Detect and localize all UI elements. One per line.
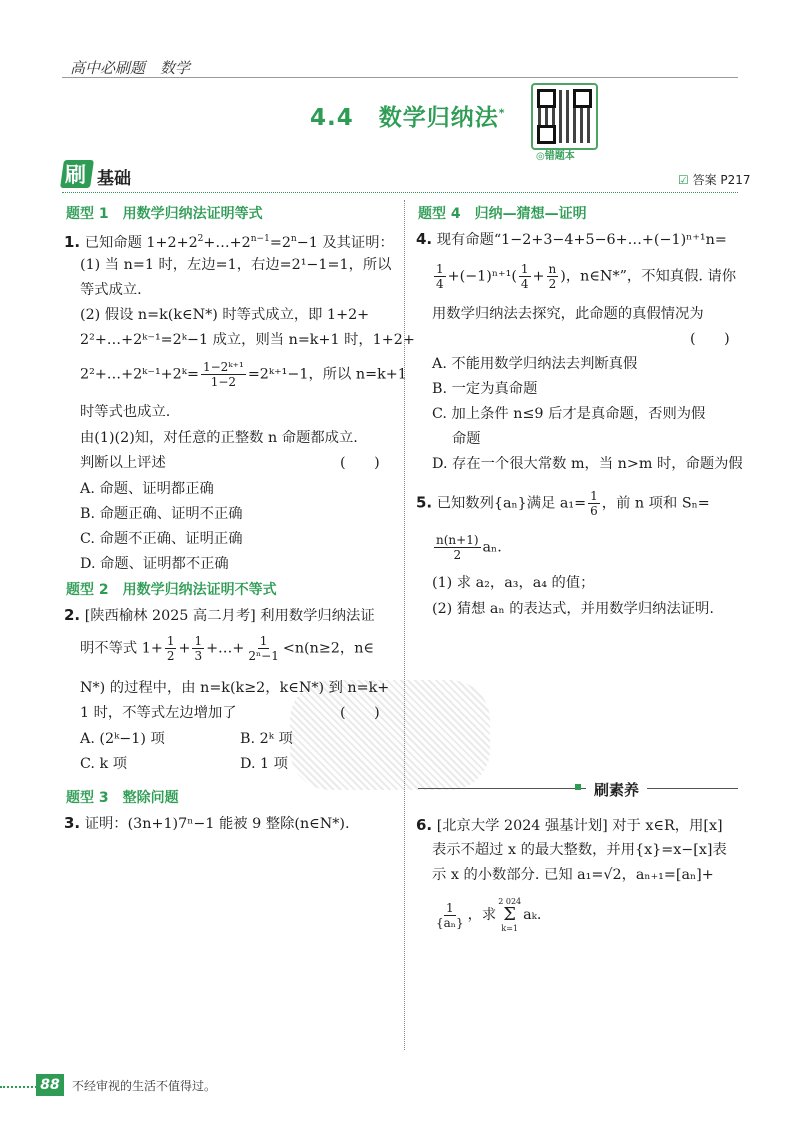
footer-motto: 不经审视的生活不值得过。 (72, 1079, 217, 1093)
badge-underline (62, 192, 738, 193)
option-a[interactable]: A. 不能用数学归纳法去判断真假 (432, 356, 638, 372)
question-4-line-2: $\frac{1}{4}$ +(−1)ⁿ⁺¹( $\frac{1}{4}$ + $\frac{n}{2}$ )，n∈N*”，不知真假. 请你 (436, 262, 737, 291)
question-1-line-2: (1) 当 n=1 时，左边=1，右边=2¹−1=1，所以 (80, 257, 392, 273)
option-a[interactable]: A. (2ᵏ−1) 项 (80, 731, 165, 747)
fraction: $\frac{\text{1−2ᵏ⁺¹}}{1-2}$ (202, 360, 244, 389)
qr-finder-bottom-left (537, 125, 556, 144)
option-b[interactable]: B. 一定为真命题 (432, 381, 538, 397)
option-b[interactable]: B. 命题正确、证明不正确 (80, 506, 243, 522)
question-2-line-1: 2. [陕西榆林 2025 高二月考] 利用数学归纳法证 (64, 606, 375, 624)
badge-text: 基础 (97, 169, 131, 189)
fraction: $\frac{1}{2}$ (166, 634, 175, 663)
qr-label: ◎错题本 (536, 151, 575, 162)
question-3: 3. 证明：(3n+1)7ⁿ−1 能被 9 整除(n∈N*). (64, 814, 350, 832)
checkmark-icon: ☑ (678, 173, 689, 187)
fraction: $\frac{1}{3}$ (194, 634, 203, 663)
question-1-line-3: 等式成立. (80, 282, 142, 298)
question-5-line-1: 5. 已知数列{aₙ}满足 a₁= $\frac{1}{6}$ ，前 n 项和 Sₙ= (416, 489, 710, 518)
question-1-line-4: (2) 假设 n=k(k∈N*) 时等式成立，即 1+2+ (80, 307, 370, 323)
question-5-line-2: $\frac{n(n+1)}{2}$ aₙ. (436, 533, 502, 562)
qr-code[interactable] (531, 83, 598, 150)
question-4-line-1: 4. 现有命题“1−2+3−4+5−6+…+(−1)ⁿ⁺¹n= (416, 230, 727, 248)
fraction: $\frac{1}{4}$ (436, 262, 444, 291)
fraction: $\frac{1}{4}$ (520, 262, 529, 291)
question-1-line-9: 判断以上评述 (80, 455, 166, 471)
question-2-line-3: N*) 的过程中，由 n=k(k≥2，k∈N*) 到 n=k+ (80, 680, 390, 696)
section-badge (62, 156, 162, 190)
question-6-line-1: 6. [北京大学 2024 强基计划] 对于 x∈R，用[x] (416, 816, 723, 834)
option-c-continued: 命题 (452, 431, 481, 447)
answer-blank[interactable]: ( ) (340, 705, 380, 721)
question-1-line-7: 时等式也成立. (80, 404, 171, 420)
qr-finder-top-left (537, 89, 556, 108)
fraction: $\frac{1}{\text{2ⁿ−1}}$ (248, 634, 279, 663)
header-divider (62, 77, 738, 78)
question-5-part-1: (1) 求 a₂，a₃，a₄ 的值； (432, 575, 595, 591)
fraction: $\frac{1}{6}$ (590, 489, 598, 518)
section-title (310, 99, 506, 132)
summation-symbol: 2 024 Σ k=1 (498, 897, 522, 933)
question-2-line-2: 明不等式 1+ $\frac{1}{2}$ + $\frac{1}{3}$ +…+ $\frac{1}{\text{2ⁿ−1}}$ <n(n≥2，n∈ (80, 634, 374, 663)
option-c[interactable]: C. 命题不正确、证明正确 (80, 531, 243, 547)
suyang-marker (575, 784, 581, 790)
question-1-line-6: 2²+…+2ᵏ⁻¹+2ᵏ= $\frac{\text{1−2ᵏ⁺¹}}{1-2}$ =2ᵏ⁺¹−1，所以 n=k+1 (80, 360, 407, 389)
option-d[interactable]: D. 命题、证明都不正确 (80, 556, 229, 572)
topic-heading-1: 题型 1 用数学归纳法证明等式 (66, 206, 263, 222)
question-1-line-8: 由(1)(2)知，对任意的正整数 n 命题都成立. (80, 430, 358, 446)
question-1-line-5: 2²+…+2ᵏ⁻¹=2ᵏ−1 成立，则当 n=k+1 时，1+2+ (80, 332, 415, 348)
section-name: 数学归纳法 (378, 105, 499, 131)
question-6-line-2: 表示不超过 x 的最大整数，并用{x}=x−[x]表 (432, 842, 727, 858)
page-number: 88 (36, 1074, 64, 1096)
option-c[interactable]: C. k 项 (80, 756, 128, 772)
topic-heading-2: 题型 2 用数学归纳法证明不等式 (66, 582, 277, 598)
fraction: $\frac{n(n+1)}{2}$ (436, 533, 479, 562)
question-2-line-4: 1 时，不等式左边增加了 (80, 705, 237, 721)
badge-char: 刷 (65, 163, 86, 187)
question-1-line-1: 1. 已知命题 $1+2+2^2+\dots+2^{n-1}=2^n-1$ 及其证明： (64, 232, 394, 251)
section-mark: * (498, 106, 506, 120)
question-4-line-3: 用数学归纳法去探究，此命题的真假情况为 (432, 306, 704, 322)
suyang-heading: 刷素养 (586, 778, 647, 803)
answer-blank[interactable]: ( ) (340, 455, 380, 471)
question-6-line-4: $\frac{1}{\text{\{aₙ\}}}$ ，求 2 024 Σ k=1 aₖ. (436, 897, 542, 933)
option-d[interactable]: D. 1 项 (240, 756, 288, 772)
question-5-part-2: (2) 猜想 aₙ 的表达式，并用数学归纳法证明. (432, 601, 714, 617)
fraction: $\frac{n}{2}$ (548, 262, 557, 291)
option-c[interactable]: C. 加上条件 n≤9 后才是真命题，否则为假 (432, 406, 706, 422)
answer-reference: ☑ 答案 P217 (678, 173, 751, 187)
topic-heading-3: 题型 3 整除问题 (66, 790, 179, 806)
qr-finder-top-right (573, 89, 592, 108)
option-a[interactable]: A. 命题、证明都正确 (80, 481, 214, 497)
answer-blank[interactable]: ( ) (690, 331, 730, 347)
question-6-line-3: 示 x 的小数部分. 已知 a₁=√2，aₙ₊₁=[aₙ]+ (432, 867, 714, 883)
book-series-title: 高中必刷题 数学 (70, 59, 191, 77)
option-d[interactable]: D. 存在一个很大常数 m，当 n>m 时，命题为假 (432, 456, 743, 472)
topic-heading-4: 题型 4 归纳—猜想—证明 (418, 206, 587, 222)
option-b[interactable]: B. 2ᵏ 项 (240, 731, 293, 747)
section-number: 4.4 (310, 105, 354, 131)
fraction: $\frac{1}{\text{\{aₙ\}}}$ (436, 900, 464, 930)
